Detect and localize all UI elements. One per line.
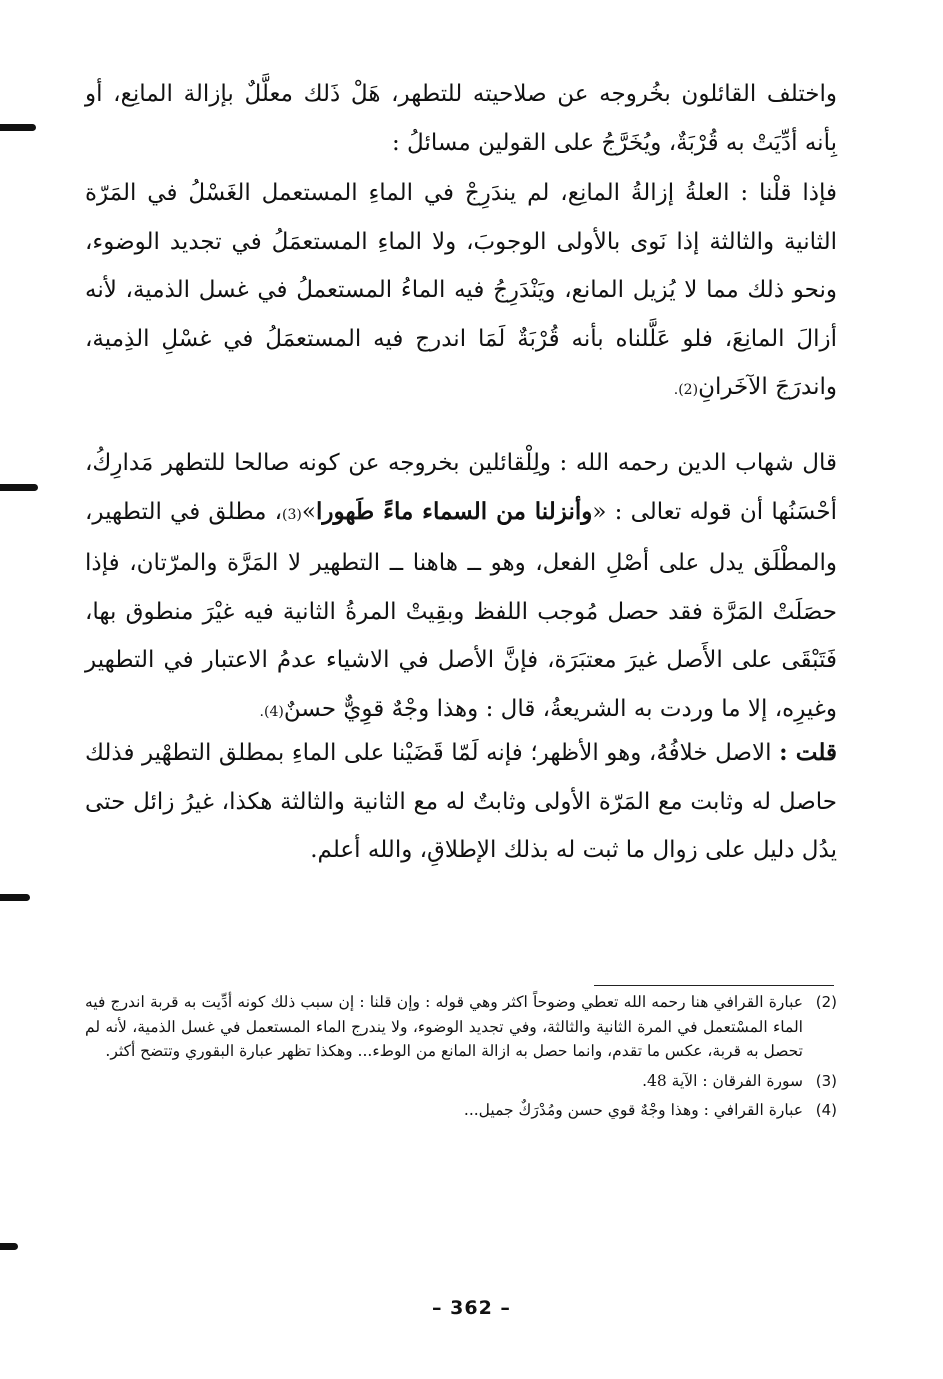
scan-edge-mark (0, 484, 38, 491)
footnote-ref-3: (3) (282, 506, 302, 523)
footnote-number: (4) (815, 1101, 837, 1119)
footnote-ref-2: (2). (673, 382, 699, 398)
footnote-text: عبارة القرافي : وهذا وجْهٌ قوي حسن ومُدْرَكٌ جميل... (463, 1101, 803, 1119)
footnote-text: عبارة القرافي هنا رحمه الله تعطي وضوحاً اكثر وهي قوله : وإن قلنا : إن سبب ذلك كونه أدِّيت به قربة اندرج فيه الماء المسْتعمل في المرة الثانية والثالثة، وفي تجديد الوضوء، ولا يندرج الماء المستعمل في غسل الذمية، لأنه لم تحصل به قربة، عكس ما تقدم، وانما حصل به ازالة المانع من الوطء... وهكذا تظهر عبارة البقوري وتتضح أكثر. (85, 993, 803, 1060)
paragraph-2 (85, 169, 837, 415)
paragraph-3 (85, 439, 837, 736)
scan-edge-mark (0, 894, 30, 901)
main-text (85, 70, 837, 167)
footnote-2 (85, 990, 837, 1064)
paragraph-4 (85, 729, 837, 875)
paragraph-3-body: ، مطلق في التطهير، والمطْلَق يدل على أصْلِ الفعل، وهو ــ هاهنا ــ التطهير لا المَرَّة والمرّتان، فإذا حصَلَتْ المَرَّة فقد حصل مُوجب اللفظ وبقِيتْ المرةُ الثانية فيه غيْرَ منطوق بها، فَتَبْقَى على الأَصل غيرَ معتبَرَة، فإنَّ الأصل في الاشياء عدمُ الاعتبار في التطهير وغيرِه، إلا ما وردت به الشريعةُ، قال : وهذا وجْهٌ قوِيٌّ حسنٌ (85, 498, 837, 722)
quote-close: » (301, 498, 316, 525)
paragraph-4-lead: قلت : (779, 739, 837, 766)
footnote-text: سورة الفرقان : الآية 48. (642, 1071, 803, 1090)
scan-edge-mark (0, 1243, 18, 1250)
paragraph-2-text: فإذا قلْنا : العلةُ إزالةُ المانِع، لم يندَرِجْ في الماءِ المستعمل الغَسْلُ في المَرّة الثانية والثالثة إذا نَوى بالأولى الوجوبَ، ولا الماءِ المستعمَلُ في تجديد الوضوء، ونحو ذلك مما لا يُزيل المانع، ويَنْدَرِجُ فيه الماءُ المستعملُ في غسل الذمية، لأنه أزالَ المانِعَ، فلو عَلَّلناه بأنه قُرْبَةٌ لَمَا اندرج فيه المستعمَلُ في غسْلِ الذِمية، واندرَجَ الآخَرانِ (85, 180, 837, 400)
footnote-3 (85, 1069, 837, 1094)
main-text (85, 439, 837, 736)
footnote-4 (85, 1098, 837, 1123)
footnotes (85, 990, 837, 1128)
paragraph-4-text: الاصل خلافُهُ، وهو الأظهر؛ فإنه لَمّا قَضَيْنا على الماءِ بمطلق التطهْير فذلك حاصل له وثابت مع المَرّة الأولى وثابتٌ له مع الثانية والثالثة هكذا، غيرُ زائل حتى يدُل دليل على زوال ما ثبت له بذلك الإطلاقِ، والله أعلم. (85, 740, 837, 863)
scan-edge-mark (0, 124, 36, 131)
footnote-number: (3) (815, 1071, 837, 1090)
page-number: – 362 – (432, 1297, 511, 1319)
main-text (85, 169, 837, 415)
footnote-number: (2) (815, 993, 837, 1011)
paragraph-3-intro: قال شهاب الدين رحمه الله : ولِلْقائلين بخروجه عن كونه صالحا للتطهر مَدارِكُ، أحْسَنُها أن قوله تعالى : « (85, 450, 837, 525)
footnote-ref-4: (4). (259, 703, 284, 720)
quran-quote: وأنزلنا من السماء ماءً طَهورا (315, 497, 593, 525)
main-text (85, 729, 837, 875)
footnote-divider (594, 985, 834, 986)
paragraph-1: واختلف القائلون بخُروجه عن صلاحيته للتطهر، هَلْ ذَلك معلَّلٌ بإزالة المانِع، أو بِأنه أدِّيَتْ به قُرْبَةٌ، ويُخَرَّجُ على القولين مسائلُ : (85, 81, 837, 156)
